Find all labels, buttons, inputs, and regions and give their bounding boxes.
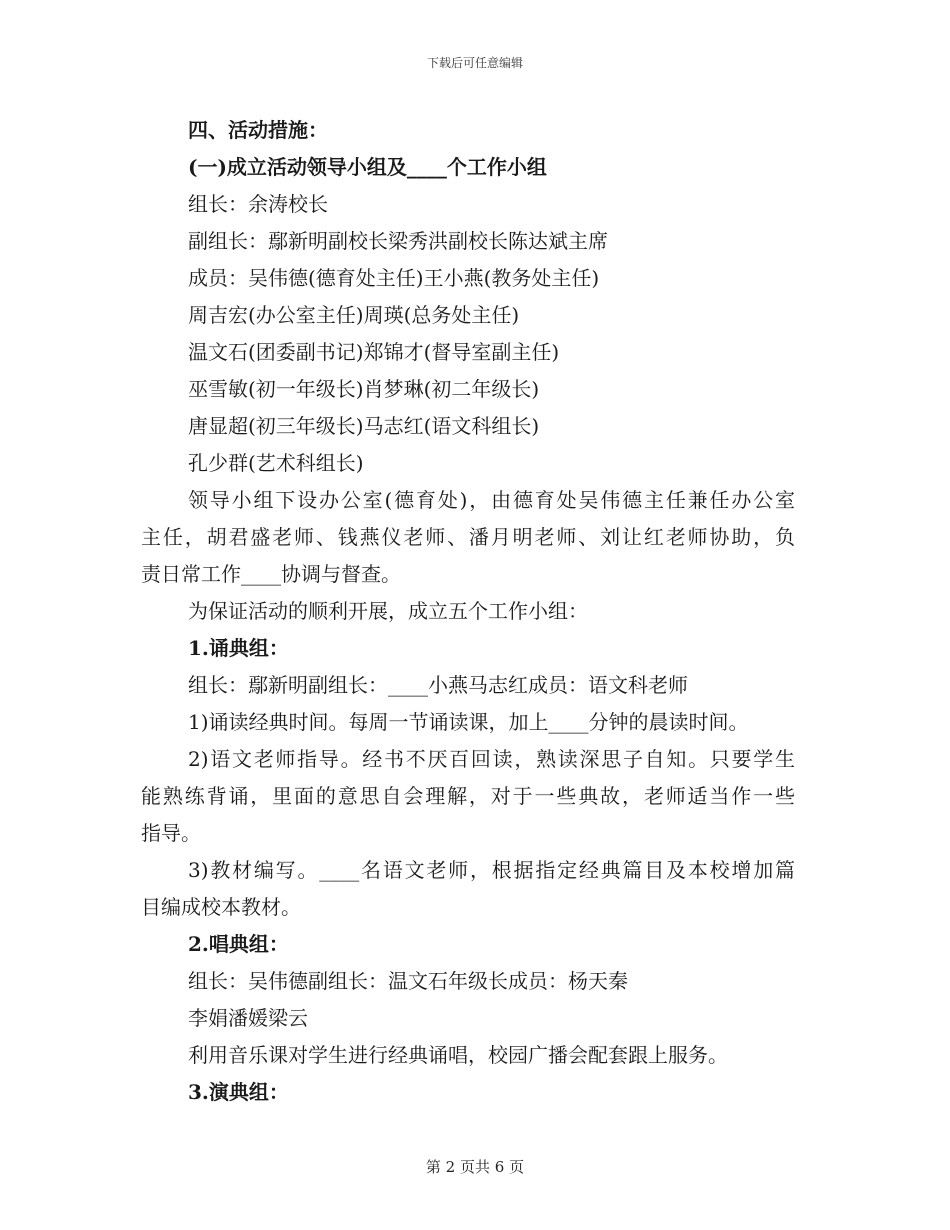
text-line: 巫雪敏(初一年级长)肖梦琳(初二年级长) — [188, 377, 540, 401]
section-heading: 四、活动措施： — [188, 118, 328, 142]
text-line: 利用音乐课对学生进行经典诵唱，校园广播会配套跟上服务。 — [188, 1043, 728, 1067]
page-header: 下载后可任意编辑 — [426, 56, 523, 70]
paragraph-line: 指导。 — [141, 821, 201, 845]
paragraph-line: 能熟练背诵，里面的意思自会理解，对于一些典故，老师适当作一些 — [141, 784, 795, 808]
text-line: 组长：吴伟德副组长：温文石年级长成员：杨天秦 — [188, 969, 628, 993]
text-line: 周吉宏(办公室主任)周瑛(总务处主任) — [188, 303, 520, 327]
text-line: 唐显超(初三年级长)马志红(语文科组长) — [188, 414, 540, 438]
subsection-heading: (一)成立活动领导小组及____个工作小组 — [188, 155, 547, 179]
group-heading: 2.唱典组： — [188, 932, 289, 956]
text-line: 孔少群(艺术科组长) — [188, 451, 364, 475]
text-line: 李娟潘媛梁云 — [188, 1006, 308, 1030]
paragraph-line: 3)教材编写。____名语文老师，根据指定经典篇目及本校增加篇 — [188, 858, 795, 882]
group-heading: 1.诵典组： — [188, 636, 289, 660]
paragraph-line: 领导小组下设办公室(德育处)，由德育处吴伟德主任兼任办公室 — [188, 488, 795, 512]
paragraph-line: 责日常工作____协调与督查。 — [141, 562, 401, 586]
text-line: 1)诵读经典时间。每周一节诵读课，加上____分钟的晨读时间。 — [188, 710, 749, 734]
text-line: 组长：鄢新明副组长：____小燕马志红成员：语文科老师 — [188, 673, 688, 697]
group-heading: 3.演典组： — [188, 1080, 289, 1104]
page-footer: 第 2 页共 6 页 — [425, 1158, 525, 1176]
paragraph-line: 目编成校本教材。 — [141, 895, 301, 919]
text-line: 为保证活动的顺利开展，成立五个工作小组： — [188, 599, 588, 623]
paragraph-line: 主任，胡君盛老师、钱燕仪老师、潘月明老师、刘让红老师协助，负 — [141, 525, 795, 549]
paragraph-line: 2)语文老师指导。经书不厌百回读，熟读深思子自知。只要学生 — [188, 747, 795, 771]
text-line: 副组长：鄢新明副校长梁秀洪副校长陈达斌主席 — [188, 229, 608, 253]
text-line: 成员：吴伟德(德育处主任)王小燕(教务处主任) — [188, 266, 600, 290]
text-line: 组长：余涛校长 — [188, 192, 328, 216]
text-line: 温文石(团委副书记)郑锦才(督导室副主任) — [188, 340, 560, 364]
